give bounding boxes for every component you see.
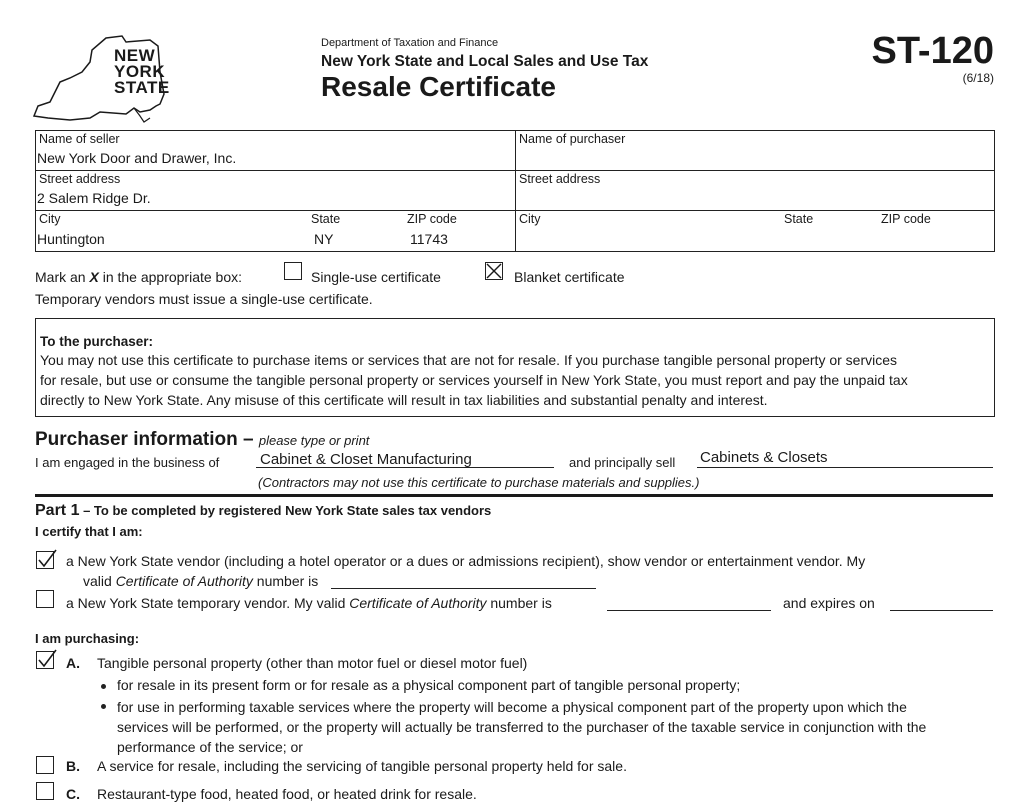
purchaser-city-label: City bbox=[519, 212, 541, 226]
seller-street-label: Street address bbox=[39, 172, 121, 186]
option-b-text: A service for resale, including the servicing of tangible personal property held for sale. bbox=[97, 758, 627, 774]
purchaser-info-dash: – bbox=[237, 429, 259, 450]
temporary-vendor-text-italic: Certificate of Authority bbox=[349, 595, 487, 611]
ny-vendor-text-line-1: a New York State vendor (including a hotel operator or a dues or admissions recipient), show vendor or entertainment vendor. My bbox=[66, 553, 866, 569]
form-subtitle: New York State and Local Sales and Use Tax bbox=[321, 53, 649, 70]
authority-number-field[interactable] bbox=[331, 588, 596, 589]
purchaser-info-note: please type or print bbox=[258, 433, 370, 448]
option-b-letter: B. bbox=[66, 758, 80, 774]
temporary-vendor-note: Temporary vendors must issue a single-use certificate. bbox=[35, 291, 373, 307]
seller-state-field[interactable]: NY bbox=[314, 231, 334, 247]
temporary-vendor-text-a: a New York State temporary vendor. My valid bbox=[66, 595, 350, 611]
blanket-checkbox[interactable] bbox=[485, 262, 503, 280]
principally-sell-field[interactable]: Cabinets & Closets bbox=[700, 449, 828, 466]
logo-state-text: STATE bbox=[114, 78, 170, 97]
mark-instruction-suffix: in the appropriate box: bbox=[98, 269, 243, 285]
option-a-letter: A. bbox=[66, 655, 80, 671]
option-a-bullet-2-line-3: performance of the service; or bbox=[117, 739, 303, 755]
purchaser-state-field[interactable] bbox=[784, 228, 864, 248]
option-a-bullet-1: for resale in its present form or for resale as a physical component part of tangible personal property; bbox=[117, 677, 741, 693]
expires-on-label: and expires on bbox=[783, 595, 875, 611]
seller-city-label: City bbox=[39, 212, 61, 226]
notice-heading: To the purchaser: bbox=[40, 334, 154, 349]
logo-new-text: NEW bbox=[114, 46, 156, 65]
x-mark-icon bbox=[486, 263, 502, 279]
option-a-checkbox[interactable] bbox=[36, 651, 54, 669]
blanket-label: Blanket certificate bbox=[514, 269, 625, 285]
notice-line-3: directly to New York State. Any misuse of this certificate will result in tax liabilities and substantial penalty and interest. bbox=[40, 392, 768, 408]
checkmark-icon bbox=[36, 548, 58, 570]
business-type-field[interactable]: Cabinet & Closet Manufacturing bbox=[260, 451, 472, 468]
seller-zip-label: ZIP code bbox=[407, 212, 457, 226]
notice-line-2: for resale, but use or consume the tangible personal property or services yourself in New York State, you must report and pay the unpaid tax bbox=[40, 372, 908, 388]
option-a-text: Tangible personal property (other than motor fuel or diesel motor fuel) bbox=[97, 655, 528, 671]
seller-name-field[interactable]: New York Door and Drawer, Inc. bbox=[37, 150, 237, 166]
purchaser-zip-label: ZIP code bbox=[881, 212, 931, 226]
part1-heading: Part 1 bbox=[35, 502, 80, 519]
bullet-icon bbox=[101, 684, 106, 689]
option-a-bullet-2-line-2: services will be performed, or the property will actually be transferred to the purchaser of the taxable service in conjunction with the bbox=[117, 719, 927, 735]
seller-city-field[interactable]: Huntington bbox=[37, 231, 105, 247]
department-name: Department of Taxation and Finance bbox=[321, 37, 499, 49]
part1-heading-rest: – To be completed by registered New York State sales tax vendors bbox=[79, 503, 492, 518]
purchaser-state-label: State bbox=[784, 212, 814, 226]
form-revision: (6/18) bbox=[962, 71, 994, 85]
purchaser-info-heading: Purchaser information bbox=[35, 429, 238, 450]
seller-name-label: Name of seller bbox=[39, 132, 120, 146]
ny-vendor-text-line-2a: valid bbox=[83, 573, 116, 589]
form-title: Resale Certificate bbox=[321, 71, 557, 102]
ny-vendor-text-line-2-italic: Certificate of Authority bbox=[115, 573, 253, 589]
option-b-checkbox[interactable] bbox=[36, 756, 54, 774]
option-a-bullet-2-line-1: for use in performing taxable services where the property will become a physical component part of the property upon which the bbox=[117, 699, 907, 715]
purchaser-city-field[interactable] bbox=[517, 228, 777, 248]
contractor-note: (Contractors may not use this certificate to purchase materials and supplies.) bbox=[258, 475, 700, 490]
logo-york-text: YORK bbox=[114, 62, 166, 81]
single-use-label: Single-use certificate bbox=[311, 269, 441, 285]
notice-line-1: You may not use this certificate to purchase items or services that are not for resale. If you purchase tangible personal property or services bbox=[40, 352, 898, 368]
checkmark-icon bbox=[36, 648, 58, 670]
single-use-checkbox[interactable] bbox=[284, 262, 302, 280]
temporary-vendor-checkbox[interactable] bbox=[36, 590, 54, 608]
option-c-checkbox[interactable] bbox=[36, 782, 54, 800]
purchasing-heading: I am purchasing: bbox=[35, 631, 140, 646]
purchaser-street-label: Street address bbox=[519, 172, 601, 186]
purchaser-name-label: Name of purchaser bbox=[519, 132, 626, 146]
ny-vendor-text-line-2b: number is bbox=[252, 573, 319, 589]
temporary-authority-number-field[interactable] bbox=[607, 610, 771, 611]
mark-instruction-prefix: Mark an bbox=[35, 269, 90, 285]
engaged-in-business-label: I am engaged in the business of bbox=[35, 455, 220, 470]
purchaser-name-field[interactable] bbox=[517, 148, 991, 168]
seller-state-label: State bbox=[311, 212, 341, 226]
mark-x-letter: X bbox=[89, 269, 99, 285]
option-c-text: Restaurant-type food, heated food, or heated drink for resale. bbox=[97, 786, 477, 802]
principally-sell-label: and principally sell bbox=[569, 455, 676, 470]
purchaser-street-field[interactable] bbox=[517, 188, 991, 208]
part1-divider bbox=[35, 494, 993, 497]
option-c-letter: C. bbox=[66, 786, 80, 802]
expires-on-field[interactable] bbox=[890, 610, 993, 611]
temporary-vendor-text-b: number is bbox=[486, 595, 552, 611]
seller-zip-field[interactable]: 11743 bbox=[410, 231, 448, 247]
purchaser-zip-field[interactable] bbox=[881, 228, 989, 248]
ny-vendor-checkbox[interactable] bbox=[36, 551, 54, 569]
ny-state-logo bbox=[30, 32, 180, 124]
seller-street-field[interactable]: 2 Salem Ridge Dr. bbox=[37, 190, 151, 206]
certify-label: I certify that I am: bbox=[35, 524, 143, 539]
form-number: ST-120 bbox=[871, 30, 994, 72]
bullet-icon bbox=[101, 704, 106, 709]
